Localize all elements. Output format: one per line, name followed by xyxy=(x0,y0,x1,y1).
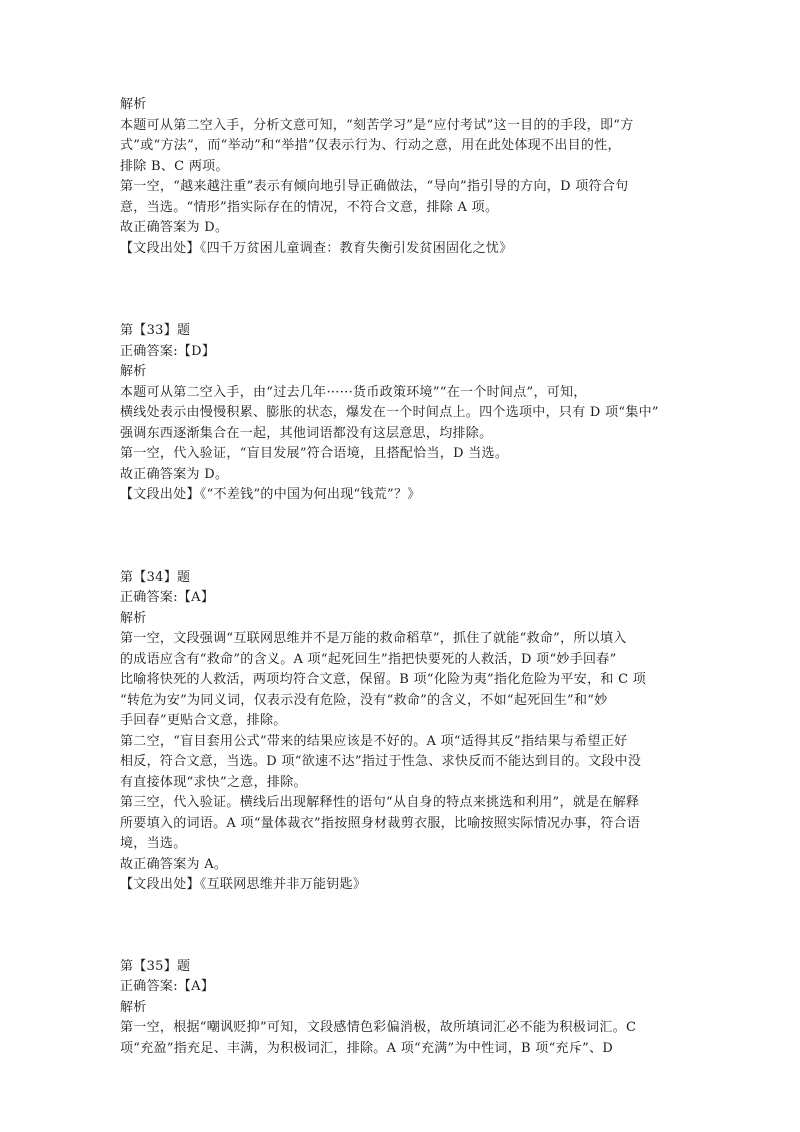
text-line: 横线处表示由慢慢积累、膨胀的状态，爆发在一个时间点上。四个选项中，只有 D 项“集中” xyxy=(120,405,659,420)
question-number: 第【34】题 xyxy=(120,569,191,585)
text-line: 式”或“方法”，而“举动”和“举措”仅表示行为、行动之意，用在此处体现不出目的性， xyxy=(120,138,621,153)
correct-answer: 正确答案:【A】 xyxy=(120,590,215,605)
text-line: 第一空，根据“嘲讽贬抑”可知，文段感情色彩偏消极，故所填词汇必不能为积极词汇。C xyxy=(120,1020,637,1035)
section-spacer xyxy=(120,259,685,321)
correct-answer: 正确答案:【A】 xyxy=(120,979,215,994)
analysis-heading: 解析 xyxy=(120,364,147,379)
text-line: “转危为安”为同义词，仅表示没有危险，没有“救命”的含义，不如“起死回生”和“妙 xyxy=(120,692,608,708)
section-spacer xyxy=(120,506,685,568)
text-line: 手回春”更贴合文意，排除。 xyxy=(120,713,287,728)
text-line: 境，当选。 xyxy=(120,836,187,851)
final-answer: 故正确答案为 D。 xyxy=(120,466,229,482)
question-number: 第【35】题 xyxy=(120,958,191,974)
source-citation: 【文段出处】《互联网思维并非万能钥匙》 xyxy=(120,877,367,892)
source-citation: 【文段出处】《四千万贫困儿童调查：教育失衡引发贫困固化之忧》 xyxy=(120,240,513,256)
text-line: 比喻将快死的人救活，两项均符合文意，保留。B 项“化险为夷”指化危险为平安，和 C 项 xyxy=(120,672,647,687)
final-answer: 故正确答案为 D。 xyxy=(120,220,229,235)
text-line: 所要填入的词语。A 项“量体裁衣”指按照身材裁剪衣服，比喻按照实际情况办事，符合语 xyxy=(120,815,641,831)
analysis-heading: 解析 xyxy=(120,999,147,1015)
text-line: 项“充盈”指充足、丰满，为积极词汇，排除。A 项“充满”为中性词，B 项“充斥”、D xyxy=(120,1040,614,1056)
text-line: 第一空，“越来越注重”表示有倾向地引导正确做法，“导向”指引导的方向，D 项符合句 xyxy=(120,179,629,194)
text-line: 相反，符合文意，当选。D 项“欲速不达”指过于性急、求快反而不能达到目的。文段中没 xyxy=(120,754,642,769)
section-question-35 xyxy=(120,957,685,1060)
text-line: 有直接体现“求快”之意，排除。 xyxy=(120,774,307,790)
analysis-heading: 解析 xyxy=(120,610,147,626)
section-spacer xyxy=(120,896,685,957)
analysis-heading: 解析 xyxy=(120,97,147,112)
text-line: 第三空，代入验证。横线后出现解释性的语句“从自身的特点来挑选和利用”，就是在解释 xyxy=(120,795,640,810)
source-citation: 【文段出处】《“不差钱”的中国为何出现“钱荒”？》 xyxy=(120,487,421,502)
text-line: 第一空，代入验证，“盲目发展”符合语境，且搭配恰当，D 当选。 xyxy=(120,446,509,461)
correct-answer: 正确答案:【D】 xyxy=(120,343,216,359)
text-line: 本题可从第二空入手，由“过去几年······货币政策环境”“在一个时间点”，可知， xyxy=(120,384,587,400)
question-number: 第【33】题 xyxy=(120,323,191,338)
text-line: 第一空，文段强调“互联网思维并不是万能的救命稻草”，抓住了就能“救命”，所以填入 xyxy=(120,631,627,646)
section-question-34 xyxy=(120,568,685,896)
text-line: 第二空，“盲目套用公式”带来的结果应该是不好的。A 项“适得其反”指结果与希望正好 xyxy=(120,733,628,749)
document-page xyxy=(120,95,685,1059)
section-question-33 xyxy=(120,321,685,506)
final-answer: 故正确答案为 A。 xyxy=(120,856,228,872)
text-line: 意，当选。“情形”指实际存在的情况，不符合文意，排除 A 项。 xyxy=(120,199,499,215)
section-answer-32-analysis xyxy=(120,95,685,259)
text-line: 本题可从第二空入手，分析文意可知，“刻苦学习”是“应付考试”这一目的的手段，即“方 xyxy=(120,117,634,133)
text-line: 排除 B、C 两项。 xyxy=(120,158,229,174)
text-line: 强调东西逐渐集合在一起，其他词语都没有这层意思，均排除。 xyxy=(120,425,493,441)
text-line: 的成语应含有“救命”的含义。A 项“起死回生”指把快要死的人救活，D 项“妙手回春” xyxy=(120,651,617,667)
